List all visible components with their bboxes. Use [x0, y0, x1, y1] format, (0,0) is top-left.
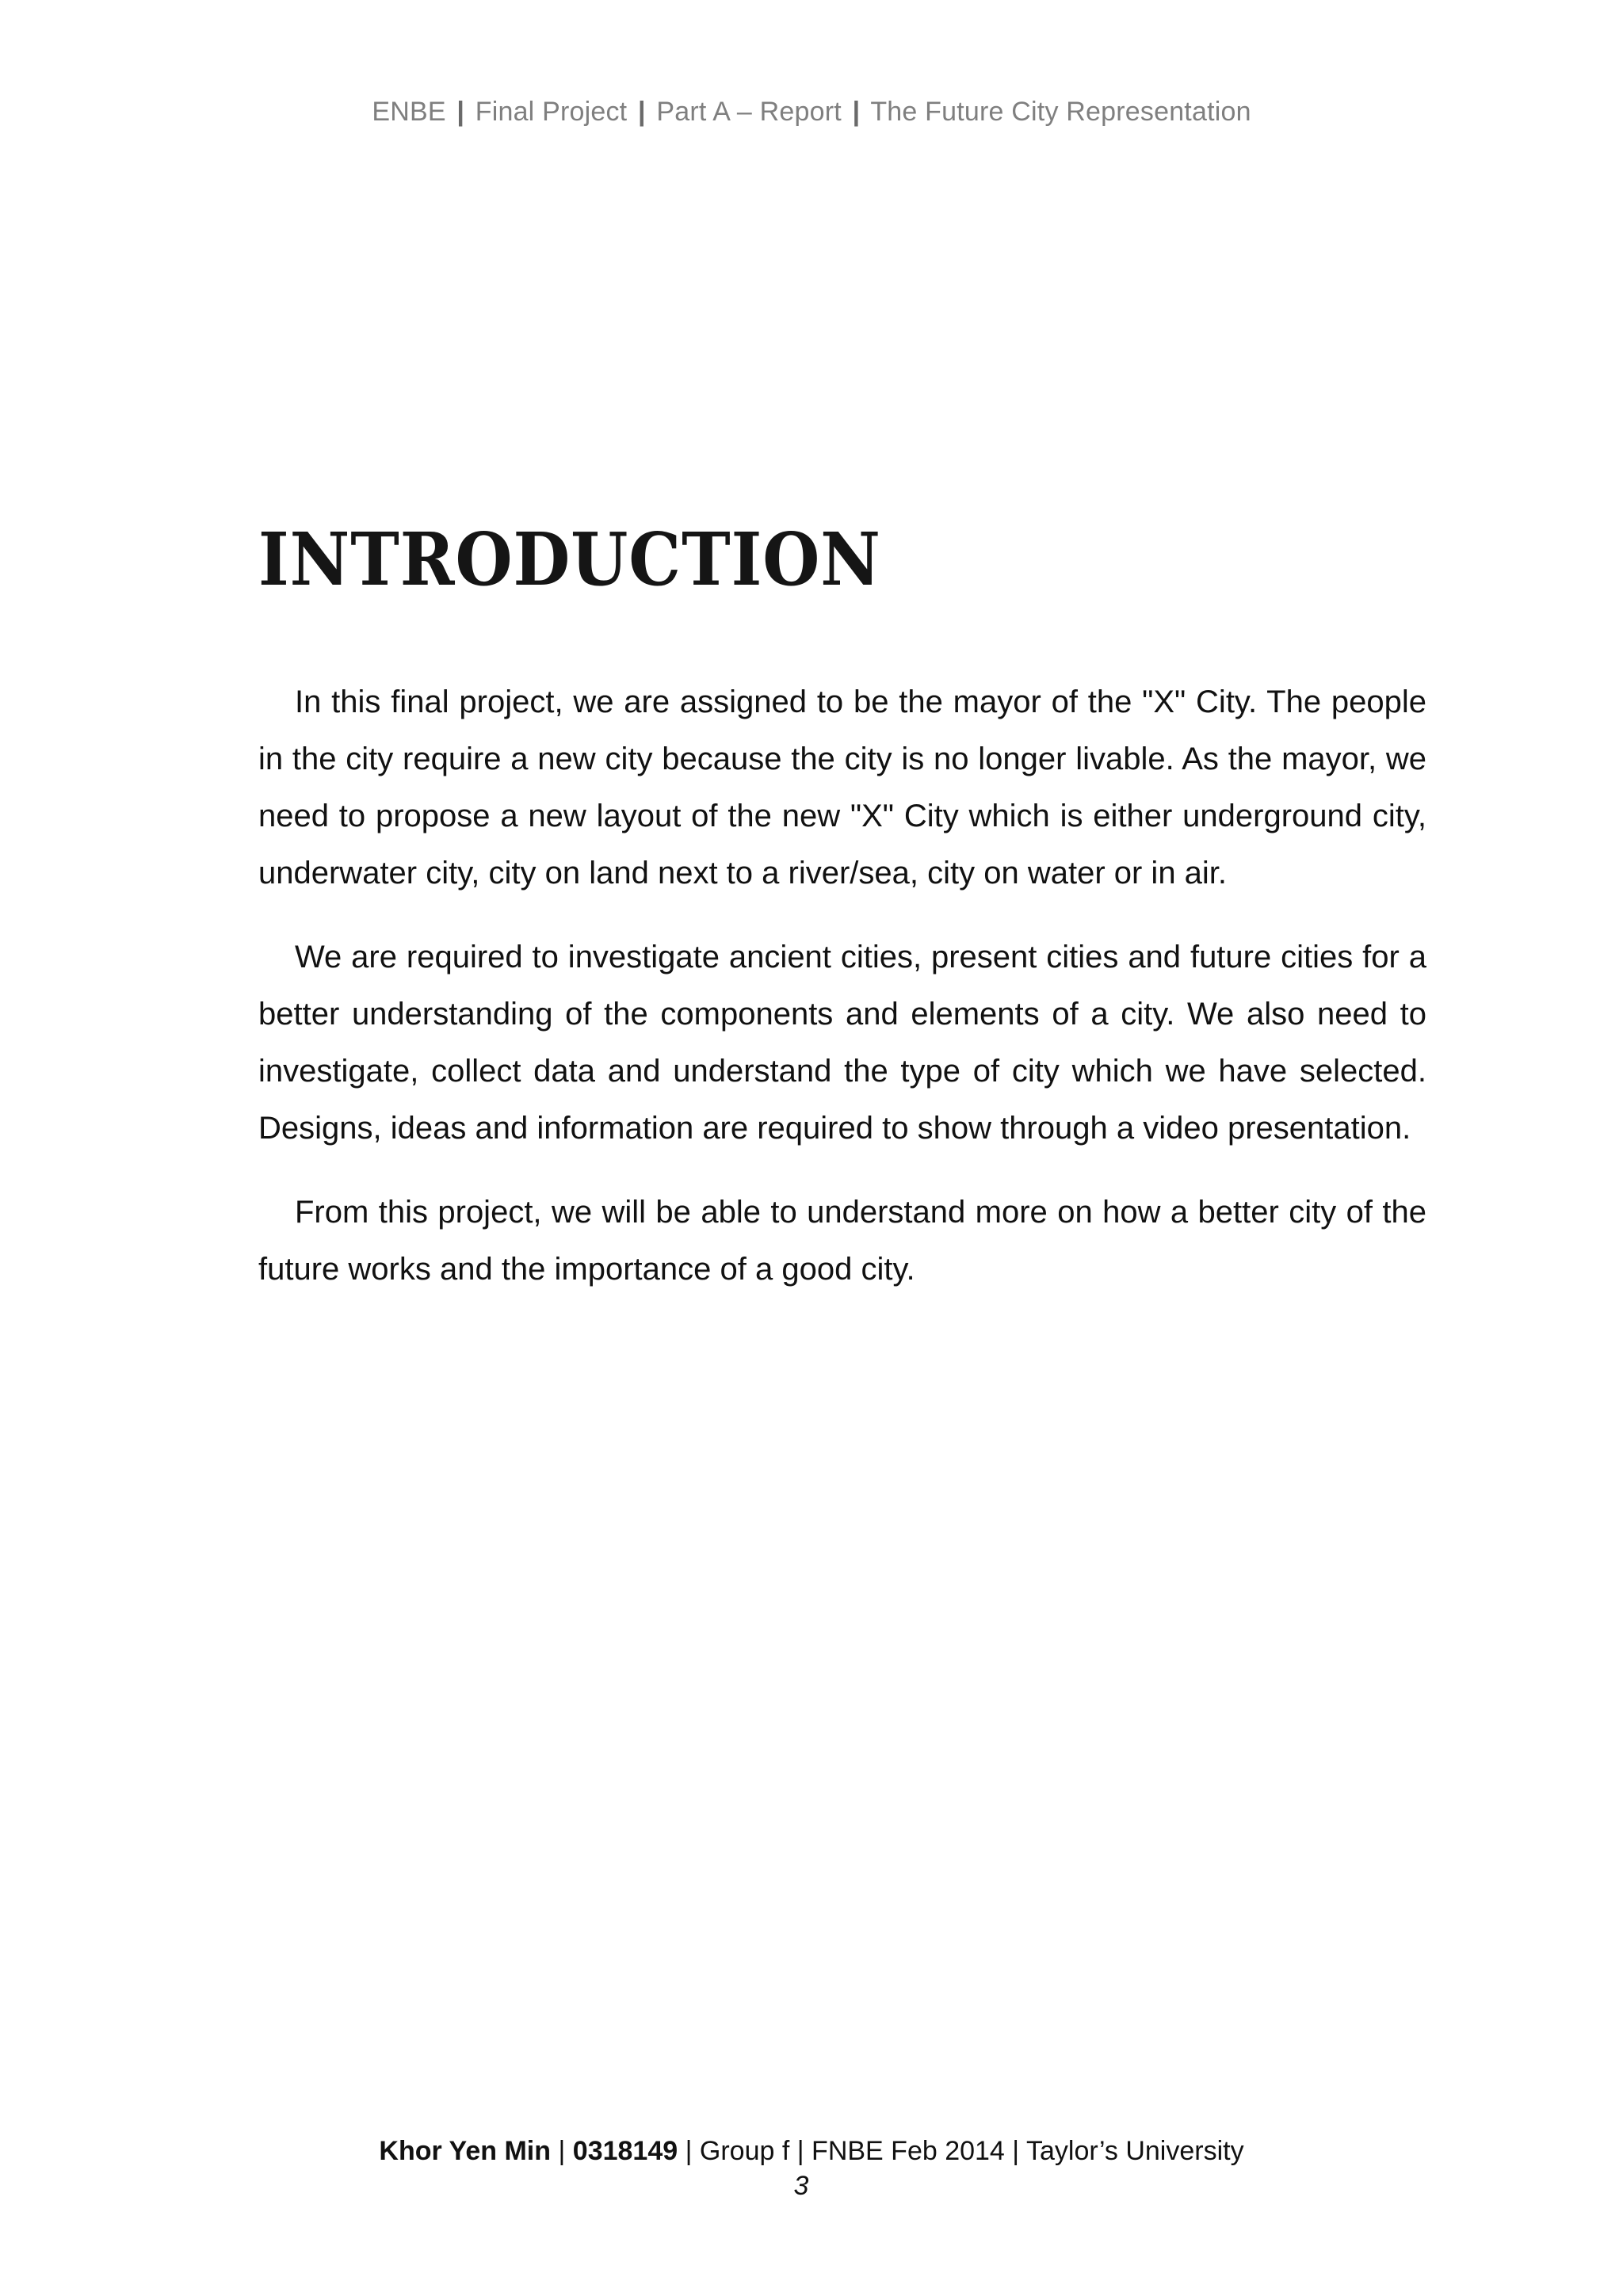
header-separator: | — [852, 97, 861, 127]
footer-separator: | — [1012, 2136, 1020, 2166]
page-footer — [0, 2134, 1623, 2203]
footer-university: Taylor’s University — [1025, 2136, 1244, 2166]
paragraph-2: We are required to investigate ancient cities, present cities and future cities for a better understanding of the components and elements of a city. We also need to investigate, collect data and understand the type of city which we have selected. Designs, ideas and information are required to show through a video presentation. — [258, 940, 1426, 1146]
footer-separator: | — [558, 2136, 566, 2166]
header-separator: | — [456, 97, 465, 127]
running-header — [0, 97, 1623, 128]
page-title: INTRODUCTION — [258, 517, 881, 602]
header-separator: | — [637, 97, 646, 127]
footer-group: Group f — [699, 2136, 790, 2166]
footer-author-name: Khor Yen Min — [379, 2136, 552, 2166]
paragraph-1: In this final project, we are assigned to be the mayor of the "X" City. The people in the city require a new city because the city is no longer livable. As the mayor, we need to propose a new layout of the new "X" City which is either underground city, underwater city, city on land next to a river/sea, city on water or in air. — [258, 685, 1426, 891]
body-text — [258, 673, 1426, 1325]
footer-separator: | — [685, 2136, 693, 2166]
footer-separator: | — [796, 2136, 804, 2166]
header-topic: The Future City Representation — [870, 97, 1251, 127]
header-project: Final Project — [475, 97, 628, 127]
header-course: ENBE — [372, 97, 446, 127]
header-part: Part A – Report — [656, 97, 842, 127]
footer-intake: FNBE Feb 2014 — [812, 2136, 1005, 2166]
paragraph-3: From this project, we will be able to understand more on how a better city of the future works and the importance of a good city. — [258, 1195, 1426, 1287]
page-number: 3 — [793, 2171, 809, 2201]
footer-student-id: 0318149 — [572, 2136, 678, 2166]
